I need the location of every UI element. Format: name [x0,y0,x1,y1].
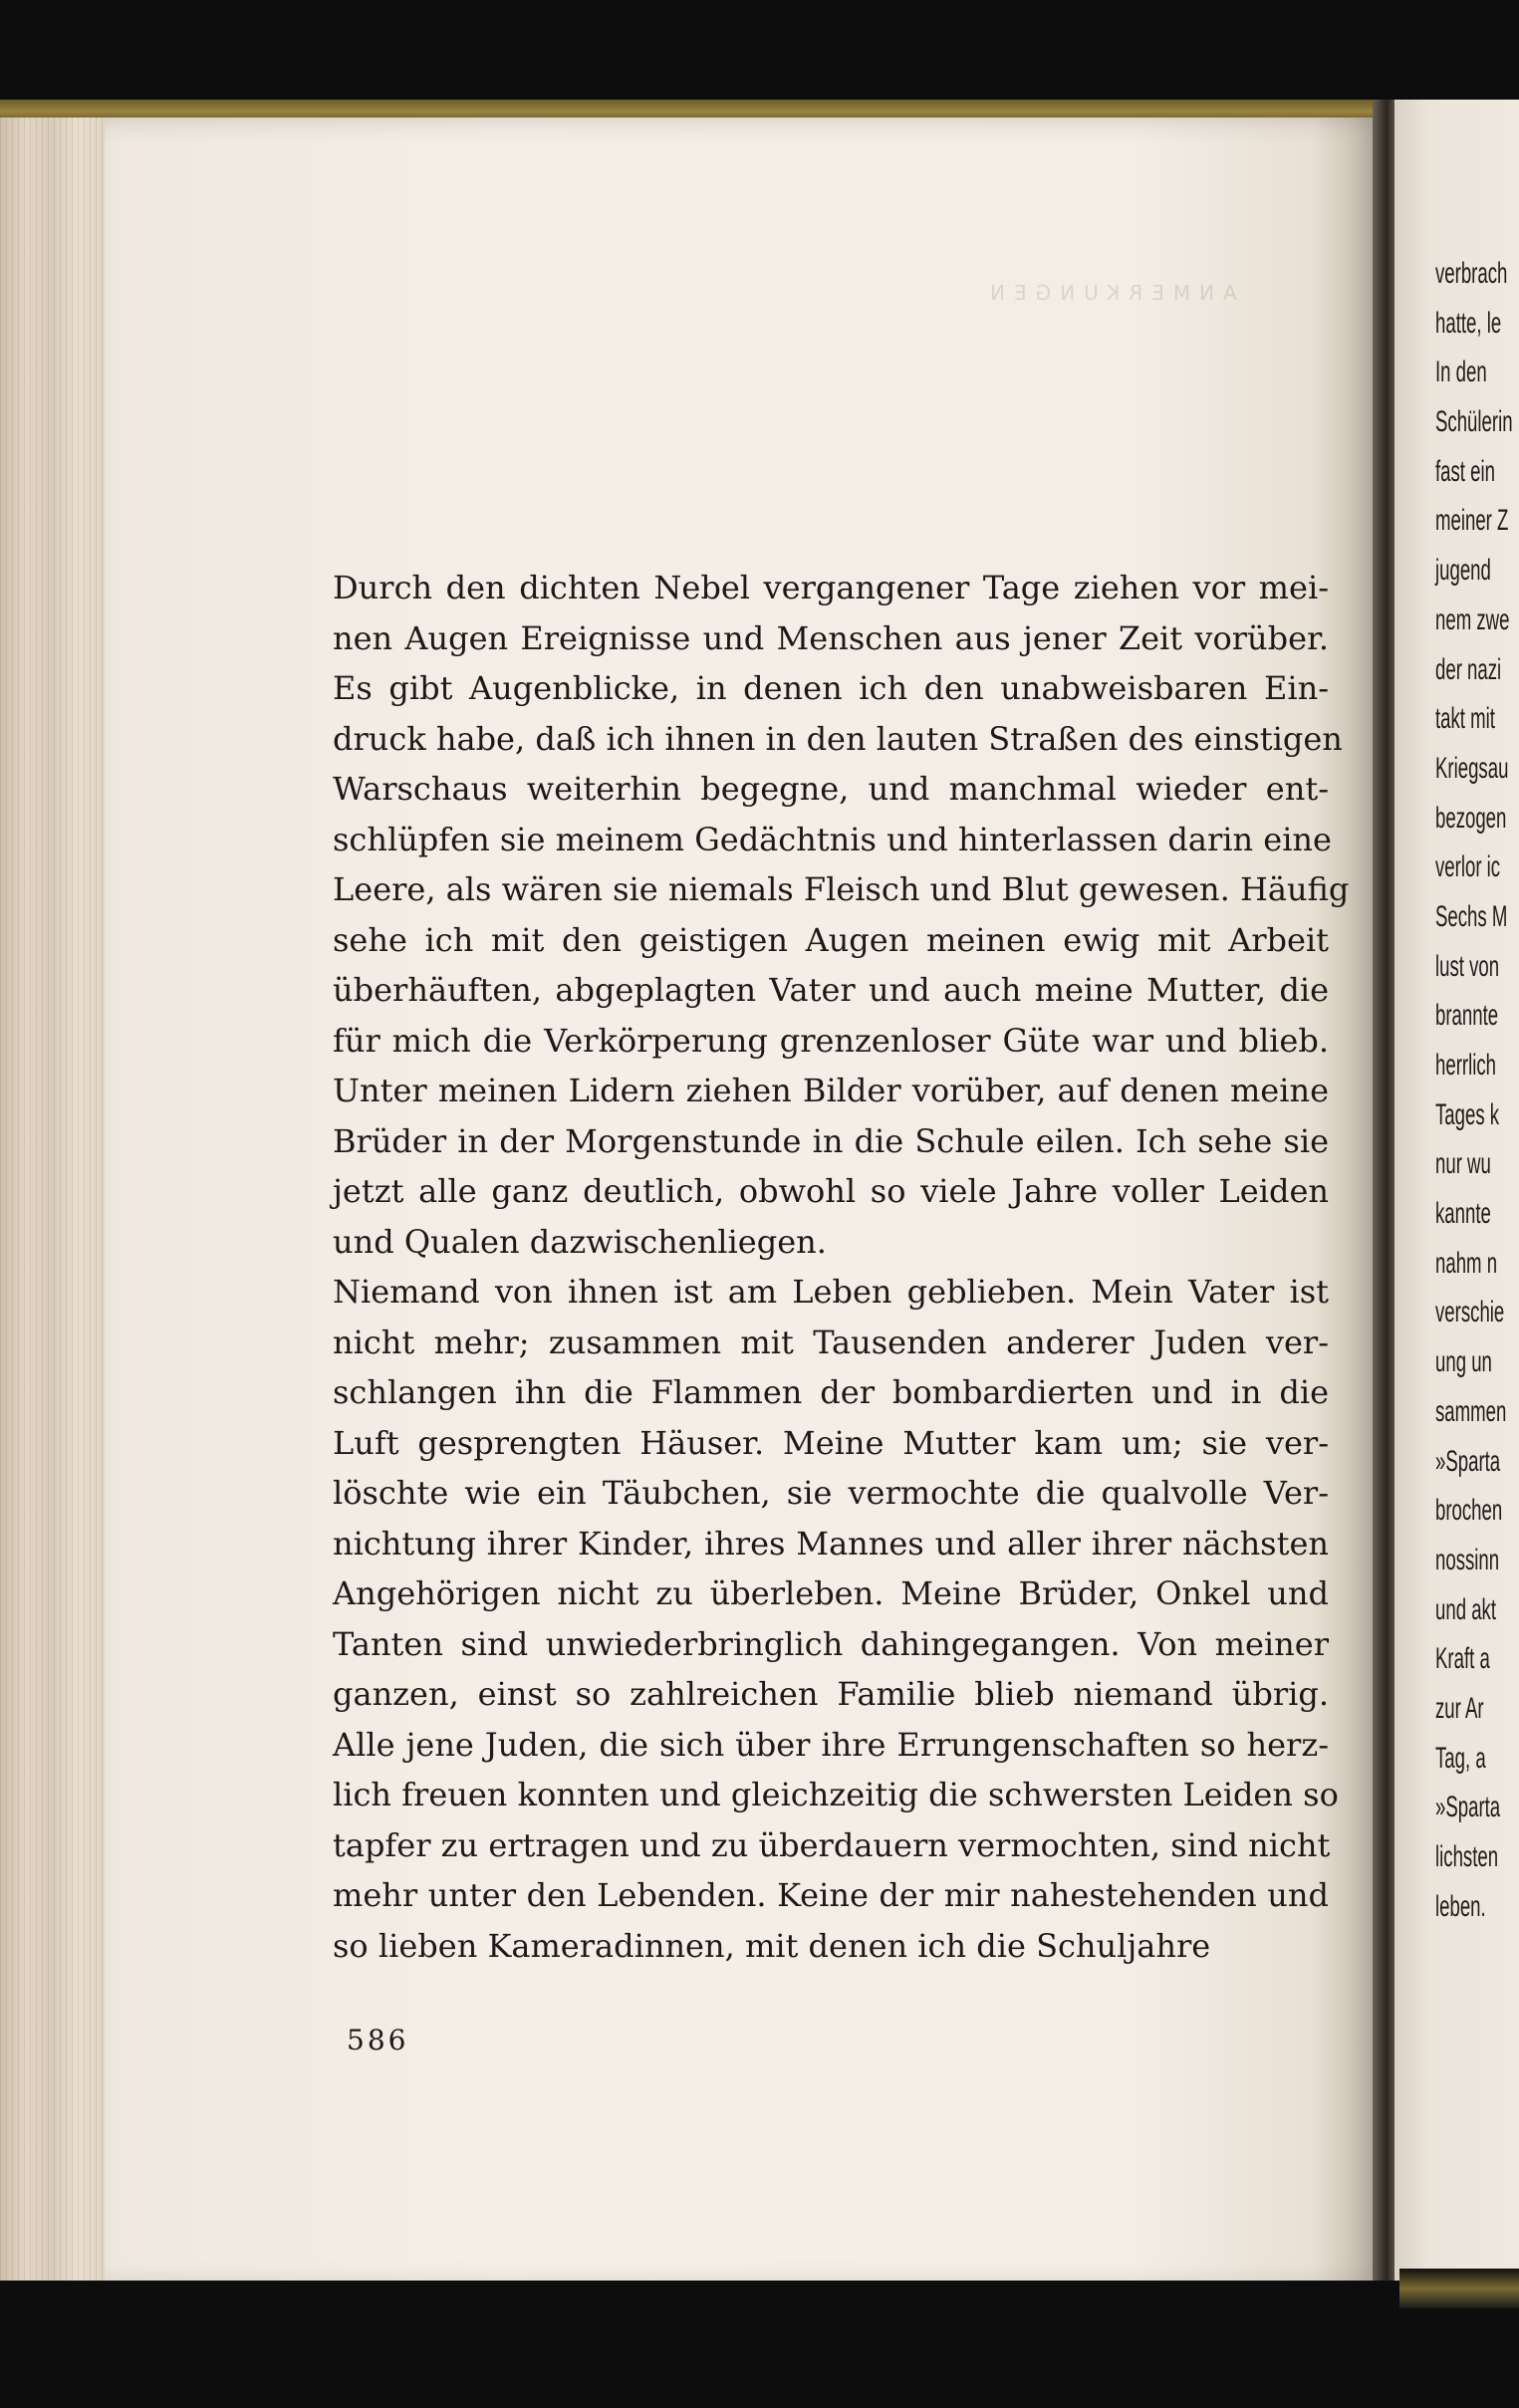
right-page-line: nossinn [1435,1543,1500,1576]
text-line: Luft gesprengten Häuser. Meine Mutter kam um; sie ver- [333,1423,1329,1462]
text-line: und Qualen dazwischenliegen. [333,1222,827,1261]
text-line: lich freuen konnten und gleichzeitig die schwersten Leiden so [333,1776,1339,1813]
right-page-line: hatte, le [1435,306,1502,340]
right-page-line: brannte [1435,999,1499,1033]
right-page-line: lichsten [1435,1840,1499,1873]
text-line: Es gibt Augenblicke, in denen ich den unabweisbaren Ein- [333,669,1329,707]
text-line: ganzen, einst so zahlreichen Familie blieb niemand übrig. [333,1675,1329,1713]
text-line: nen Augen Ereignisse und Menschen aus jener Zeit vorüber. [333,618,1329,657]
right-page-line: bezogen [1435,801,1507,835]
page-number: 586 [347,2024,409,2056]
text-line: Niemand von ihnen ist am Leben geblieben. Mein Vater ist [333,1273,1329,1311]
right-page-line: verlor ic [1435,850,1501,884]
text-line: nicht mehr; zusammen mit Tausenden anderer Juden ver- [333,1323,1329,1361]
text-line: Durch den dichten Nebel vergangener Tage ziehen vor mei- [333,569,1329,606]
right-page-line: sammen [1435,1394,1507,1428]
right-page-line: leben. [1435,1889,1486,1923]
right-page-line: zur Ar [1435,1691,1484,1725]
right-page-line: Sechs M [1435,899,1508,933]
right-page-line: »Sparta [1435,1791,1501,1824]
right-page-line: Kriegsau [1435,751,1509,785]
text-line: Tanten sind unwiederbringlich dahingegangen. Von meiner [333,1624,1329,1663]
right-page-line: der nazi [1435,652,1502,686]
right-page-line: herrlich [1435,1049,1496,1082]
right-page-line: kannte [1435,1197,1491,1231]
right-page-line: Schülerin [1435,405,1513,439]
right-page-line: lust von [1435,949,1500,983]
right-page-line: fast ein [1435,454,1495,488]
right-page-line: und akt [1435,1592,1497,1626]
show-through-heading: ANMERKUNGEN [981,281,1237,305]
text-line: tapfer zu ertragen und zu überdauern vermochten, sind nicht [333,1825,1331,1864]
text-line: überhäuften, abgeplagten Vater und auch meine Mutter, die [333,971,1329,1009]
book-cover-bottom-edge [1399,2269,1519,2308]
right-page-line: verbrach [1435,257,1508,290]
text-line: jetzt alle ganz deutlich, obwohl so viele Jahre voller Leiden [333,1172,1329,1210]
right-page-line: verschie [1435,1296,1505,1329]
right-page-text-fragments [1435,249,1513,1931]
text-line: löschte wie ein Täubchen, sie vermochte die qualvolle Ver- [333,1474,1329,1512]
text-line: mehr unter den Lebenden. Keine der mir nahestehenden und [333,1876,1329,1914]
right-page-line: nur wu [1435,1147,1491,1181]
text-line: nichtung ihrer Kinder, ihres Mannes und aller ihrer nächsten [333,1524,1329,1563]
right-page-line: jugend [1435,554,1491,588]
right-page-line: meiner Z [1435,504,1509,538]
right-page-line: Kraft a [1435,1642,1490,1676]
text-line: Brüder in der Morgenstunde in die Schule eilen. Ich sehe sie [333,1121,1329,1160]
text-line: schlangen ihn die Flammen der bombardierten und in die [333,1373,1329,1411]
right-page-line: In den [1435,356,1487,389]
text-line: Leere, als wären sie niemals Fleisch und Blut gewesen. Häufig [333,870,1350,908]
text-line: Alle jene Juden, die sich über ihre Errungenschaften so herz- [333,1725,1329,1764]
text-line: Warschaus weiterhin begegne, und manchmal wieder ent- [333,770,1329,808]
right-page-line: »Sparta [1435,1444,1501,1478]
text-line: Unter meinen Lidern ziehen Bilder vorüber, auf denen meine [333,1072,1329,1109]
text-line: druck habe, daß ich ihnen in den lauten Straßen des einstigen [333,719,1343,758]
text-line: schlüpfen sie meinem Gedächtnis und hinterlassen darin eine [333,820,1332,858]
right-page-line: nem zwe [1435,602,1510,636]
background-bottom [0,2281,1519,2408]
text-line: so lieben Kameradinnen, mit denen ich die Schuljahre [333,1926,1211,1965]
text-line: sehe ich mit den geistigen Augen meinen ewig mit Arbeit [333,920,1329,959]
text-line: Angehörigen nicht zu überleben. Meine Brüder, Onkel und [333,1574,1329,1612]
right-page-line: ung un [1435,1345,1492,1379]
right-page-line: nahm n [1435,1246,1498,1280]
right-page-line: Tages k [1435,1097,1500,1131]
right-page-line: takt mit [1435,702,1495,736]
body-paragraph [333,563,1350,1971]
text-line: für mich die Verkörperung grenzenloser Güte war und blieb. [333,1021,1329,1060]
right-page-line: brochen [1435,1494,1503,1528]
right-page-line: Tag, a [1435,1741,1486,1775]
